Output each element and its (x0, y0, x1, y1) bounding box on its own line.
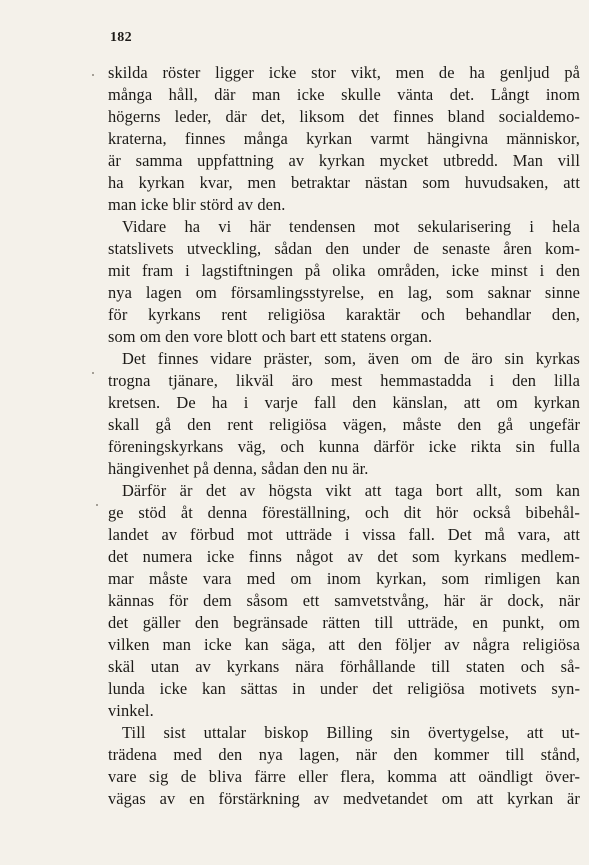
text-line: många håll, där man icke skulle vänta det. Långt inom (108, 85, 580, 104)
text-line: ge stöd åt denna föreställning, och dit hör också bibehål- (108, 503, 580, 522)
text-line: Vidare ha vi här tendensen mot sekularisering i hela (122, 217, 580, 236)
text-line: hängivenhet på denna, sådan den nu är. (108, 459, 369, 478)
text-line: högerns leder, där det, liksom det finnes bland socialdemo- (108, 107, 580, 126)
text-line: mar måste vara med om inom kyrkan, som rimligen kan (108, 569, 580, 588)
text-line: kraterna, finnes många kyrkan varmt hängivna människor, (108, 129, 580, 148)
text-line: för kyrkans rent religiösa karaktär och behandlar den, (108, 305, 580, 324)
page-number: 182 (110, 30, 132, 45)
text-line: man icke blir störd av den. (108, 195, 286, 214)
text-line: statslivets utveckling, sådan den under de senaste åren kom- (108, 239, 580, 258)
margin-speck (92, 372, 94, 374)
paragraph (108, 348, 580, 480)
text-line: landet av förbud mot utträde i vissa fall. Det må vara, att (108, 525, 580, 544)
paragraph (108, 480, 580, 722)
text-line: vare sig de bliva färre eller flera, komma att oändligt över- (108, 767, 580, 786)
paragraph (108, 722, 580, 810)
text-line: som om den vore blott och bart ett statens organ. (108, 327, 433, 346)
text-line: Till sist uttalar biskop Billing sin övertygelse, att ut- (122, 723, 580, 742)
text-line: Det finnes vidare präster, som, även om de äro sin kyrkas (122, 349, 580, 368)
text-line: lunda icke kan sättas in under det religiösa motivets syn- (108, 679, 580, 698)
text-line: vägas av en förstärkning av medvetandet om att kyrkan är (108, 789, 580, 808)
text-line: trogna tjänare, likväl äro mest hemmastadda i den lilla (108, 371, 580, 390)
text-line: är samma uppfattning av kyrkan mycket utbredd. Man vill (108, 151, 580, 170)
text-line: vinkel. (108, 701, 154, 720)
text-line: trädena med den nya lagen, när den kommer till stånd, (108, 745, 580, 764)
text-line: mit fram i lagstiftningen på olika områden, icke minst i den (108, 261, 580, 280)
paragraph (108, 62, 580, 216)
paragraph (108, 216, 580, 348)
text-line: nya lagen om församlingsstyrelse, en lag, som saknar sinne (108, 283, 580, 302)
text-line: det gäller den begränsade rätten till utträde, en punkt, om (108, 613, 580, 632)
text-line: kretsen. De ha i varje fall den känslan, att om kyrkan (108, 393, 580, 412)
margin-speck (92, 74, 94, 76)
text-line: skäl utan av kyrkans nära förhållande till staten och så- (108, 657, 580, 676)
text-line: skilda röster ligger icke stor vikt, men de ha genljud på (108, 63, 580, 82)
text-line: vilken man icke kan säga, att den följer av några religiösa (108, 635, 580, 654)
text-line: skall gå den rent religiösa vägen, måste den gå ungefär (108, 415, 580, 434)
margin-speck (96, 504, 98, 506)
text-line: kännas för dem såsom ett samvetstvång, här är dock, när (108, 591, 580, 610)
body-text (108, 62, 580, 810)
text-line: Därför är det av högsta vikt att taga bort allt, som kan (122, 481, 580, 500)
text-line: föreningskyrkans väg, och kunna därför icke rikta sin fulla (108, 437, 580, 456)
text-line: ha kyrkan kvar, men betraktar nästan som huvudsaken, att (108, 173, 580, 192)
text-line: det numera icke finns något av det som kyrkans medlem- (108, 547, 580, 566)
